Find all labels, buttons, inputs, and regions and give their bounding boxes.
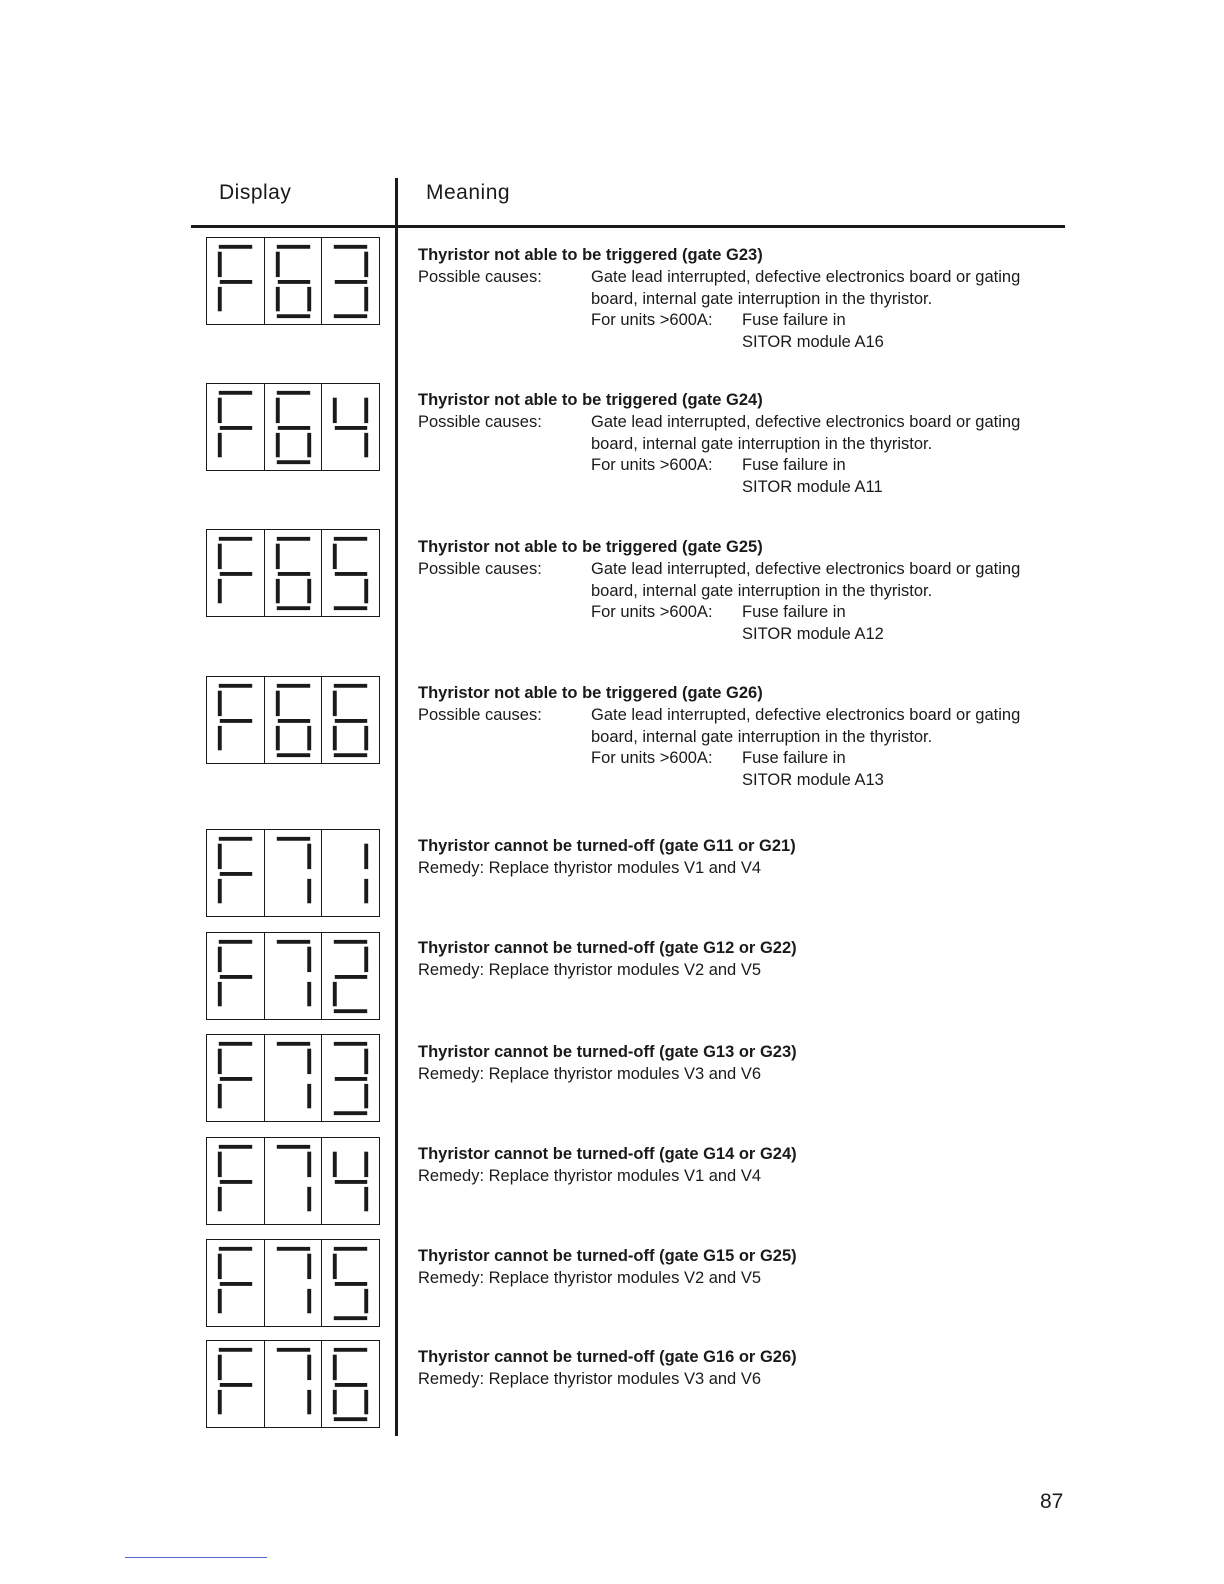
- blue-underline-mark: [125, 1557, 267, 1558]
- digit-F-glyph: [207, 1341, 264, 1427]
- meaning-column-header: Meaning: [426, 181, 511, 204]
- digit-2-glyph: [322, 933, 379, 1019]
- digit-6-glyph: [322, 1341, 379, 1427]
- digit-cell: [264, 676, 323, 764]
- remedy-text: Remedy: Replace thyristor modules V3 and V6: [418, 1064, 762, 1083]
- digit-7-glyph: [265, 1240, 322, 1326]
- digit-5-glyph: [322, 530, 379, 616]
- digit-cell: [206, 932, 265, 1020]
- causes-label: Possible causes:: [418, 705, 542, 724]
- digit-3-glyph: [322, 1035, 379, 1121]
- column-divider: [395, 178, 398, 1436]
- seven-segment-display-f74: [206, 1137, 383, 1225]
- digit-cell: [264, 237, 323, 325]
- units-text: Fuse failure in: [742, 603, 846, 622]
- seven-segment-display-f73: [206, 1034, 383, 1122]
- digit-cell: [206, 1239, 265, 1327]
- fault-title: Thyristor cannot be turned-off (gate G14 or G24): [418, 1145, 797, 1163]
- fault-entry-f75: [418, 1246, 1058, 1290]
- digit-1-glyph: [322, 830, 379, 916]
- remedy-text: Remedy: Replace thyristor modules V3 and V6: [418, 1369, 762, 1388]
- digit-F-glyph: [207, 530, 264, 616]
- digit-cell: [206, 383, 265, 471]
- digit-cell: [206, 237, 265, 325]
- digit-6-glyph: [322, 677, 379, 763]
- digit-7-glyph: [265, 1138, 322, 1224]
- digit-cell: [321, 1340, 380, 1428]
- digit-cell: [206, 1034, 265, 1122]
- causes-text: Gate lead interrupted, defective electronics board or gating board, internal gate interruption in the thyristor.: [591, 559, 1021, 600]
- fault-entry-f74: [418, 1144, 1058, 1188]
- digit-cell: [206, 1137, 265, 1225]
- digit-3-glyph: [322, 238, 379, 324]
- digit-cell: [206, 1340, 265, 1428]
- digit-F-glyph: [207, 677, 264, 763]
- remedy-text: Remedy: Replace thyristor modules V1 and V4: [418, 1166, 762, 1185]
- digit-F-glyph: [207, 1240, 264, 1326]
- digit-6-glyph: [265, 530, 322, 616]
- fault-title: Thyristor cannot be turned-off (gate G16 or G26): [418, 1348, 797, 1366]
- fault-entry-f63: [418, 245, 1058, 354]
- fault-title: Thyristor cannot be turned-off (gate G11 or G21): [418, 837, 796, 855]
- remedy-text: Remedy: Replace thyristor modules V2 and V5: [418, 960, 762, 979]
- fault-title: Thyristor not able to be triggered (gate G23): [418, 246, 763, 264]
- digit-F-glyph: [207, 933, 264, 1019]
- fault-entry-f71: [418, 836, 1058, 880]
- page-number: 87: [1040, 1490, 1064, 1513]
- units-label: For units >600A:: [591, 749, 713, 768]
- digit-cell: [321, 1137, 380, 1225]
- digit-F-glyph: [207, 238, 264, 324]
- fault-title: Thyristor not able to be triggered (gate G24): [418, 391, 763, 409]
- digit-cell: [321, 1239, 380, 1327]
- digit-7-glyph: [265, 1035, 322, 1121]
- seven-segment-display-f66: [206, 676, 383, 764]
- digit-cell: [264, 1239, 323, 1327]
- digit-cell: [264, 932, 323, 1020]
- fault-title: Thyristor not able to be triggered (gate G25): [418, 538, 763, 556]
- digit-cell: [264, 383, 323, 471]
- remedy-text: Remedy: Replace thyristor modules V1 and V4: [418, 858, 762, 877]
- digit-cell: [321, 237, 380, 325]
- fault-title: Thyristor cannot be turned-off (gate G13 or G23): [418, 1043, 797, 1061]
- digit-cell: [206, 676, 265, 764]
- digit-F-glyph: [207, 1138, 264, 1224]
- digit-cell: [206, 829, 265, 917]
- digit-cell: [206, 529, 265, 617]
- digit-cell: [321, 829, 380, 917]
- digit-cell: [264, 529, 323, 617]
- fault-entry-f72: [418, 938, 1058, 982]
- digit-4-glyph: [322, 384, 379, 470]
- digit-5-glyph: [322, 1240, 379, 1326]
- digit-cell: [321, 529, 380, 617]
- fault-entry-f65: [418, 537, 1058, 646]
- digit-F-glyph: [207, 384, 264, 470]
- units-label: For units >600A:: [591, 603, 713, 622]
- digit-6-glyph: [265, 677, 322, 763]
- seven-segment-display-f63: [206, 237, 383, 325]
- digit-cell: [321, 1034, 380, 1122]
- causes-label: Possible causes:: [418, 412, 542, 431]
- seven-segment-display-f65: [206, 529, 383, 617]
- digit-cell: [264, 1034, 323, 1122]
- digit-7-glyph: [265, 830, 322, 916]
- units-label: For units >600A:: [591, 456, 713, 475]
- digit-cell: [264, 1137, 323, 1225]
- units-module: SITOR module A11: [742, 478, 883, 497]
- digit-cell: [321, 676, 380, 764]
- units-module: SITOR module A16: [742, 333, 884, 352]
- fault-entry-f66: [418, 683, 1058, 792]
- causes-text: Gate lead interrupted, defective electronics board or gating board, internal gate interruption in the thyristor.: [591, 705, 1021, 746]
- causes-label: Possible causes:: [418, 267, 542, 286]
- seven-segment-display-f75: [206, 1239, 383, 1327]
- units-label: For units >600A:: [591, 311, 713, 330]
- digit-7-glyph: [265, 1341, 322, 1427]
- units-text: Fuse failure in: [742, 749, 846, 768]
- fault-title: Thyristor cannot be turned-off (gate G15 or G25): [418, 1247, 797, 1265]
- remedy-text: Remedy: Replace thyristor modules V2 and V5: [418, 1268, 762, 1287]
- fault-entry-f73: [418, 1042, 1058, 1086]
- causes-text: Gate lead interrupted, defective electronics board or gating board, internal gate interruption in the thyristor.: [591, 412, 1021, 453]
- digit-cell: [264, 829, 323, 917]
- digit-6-glyph: [265, 384, 322, 470]
- causes-text: Gate lead interrupted, defective electronics board or gating board, internal gate interruption in the thyristor.: [591, 267, 1021, 308]
- units-module: SITOR module A13: [742, 771, 884, 790]
- digit-cell: [321, 932, 380, 1020]
- digit-cell: [321, 383, 380, 471]
- header-divider: [191, 225, 1065, 228]
- digit-F-glyph: [207, 830, 264, 916]
- seven-segment-display-f64: [206, 383, 383, 471]
- digit-6-glyph: [265, 238, 322, 324]
- fault-entry-f64: [418, 390, 1058, 499]
- fault-title: Thyristor cannot be turned-off (gate G12 or G22): [418, 939, 797, 957]
- digit-F-glyph: [207, 1035, 264, 1121]
- units-text: Fuse failure in: [742, 311, 846, 330]
- units-text: Fuse failure in: [742, 456, 846, 475]
- seven-segment-display-f72: [206, 932, 383, 1020]
- causes-label: Possible causes:: [418, 559, 542, 578]
- seven-segment-display-f71: [206, 829, 383, 917]
- digit-4-glyph: [322, 1138, 379, 1224]
- fault-entry-f76: [418, 1347, 1058, 1391]
- fault-title: Thyristor not able to be triggered (gate G26): [418, 684, 763, 702]
- digit-7-glyph: [265, 933, 322, 1019]
- display-column-header: Display: [219, 181, 292, 204]
- seven-segment-display-f76: [206, 1340, 383, 1428]
- digit-cell: [264, 1340, 323, 1428]
- units-module: SITOR module A12: [742, 625, 884, 644]
